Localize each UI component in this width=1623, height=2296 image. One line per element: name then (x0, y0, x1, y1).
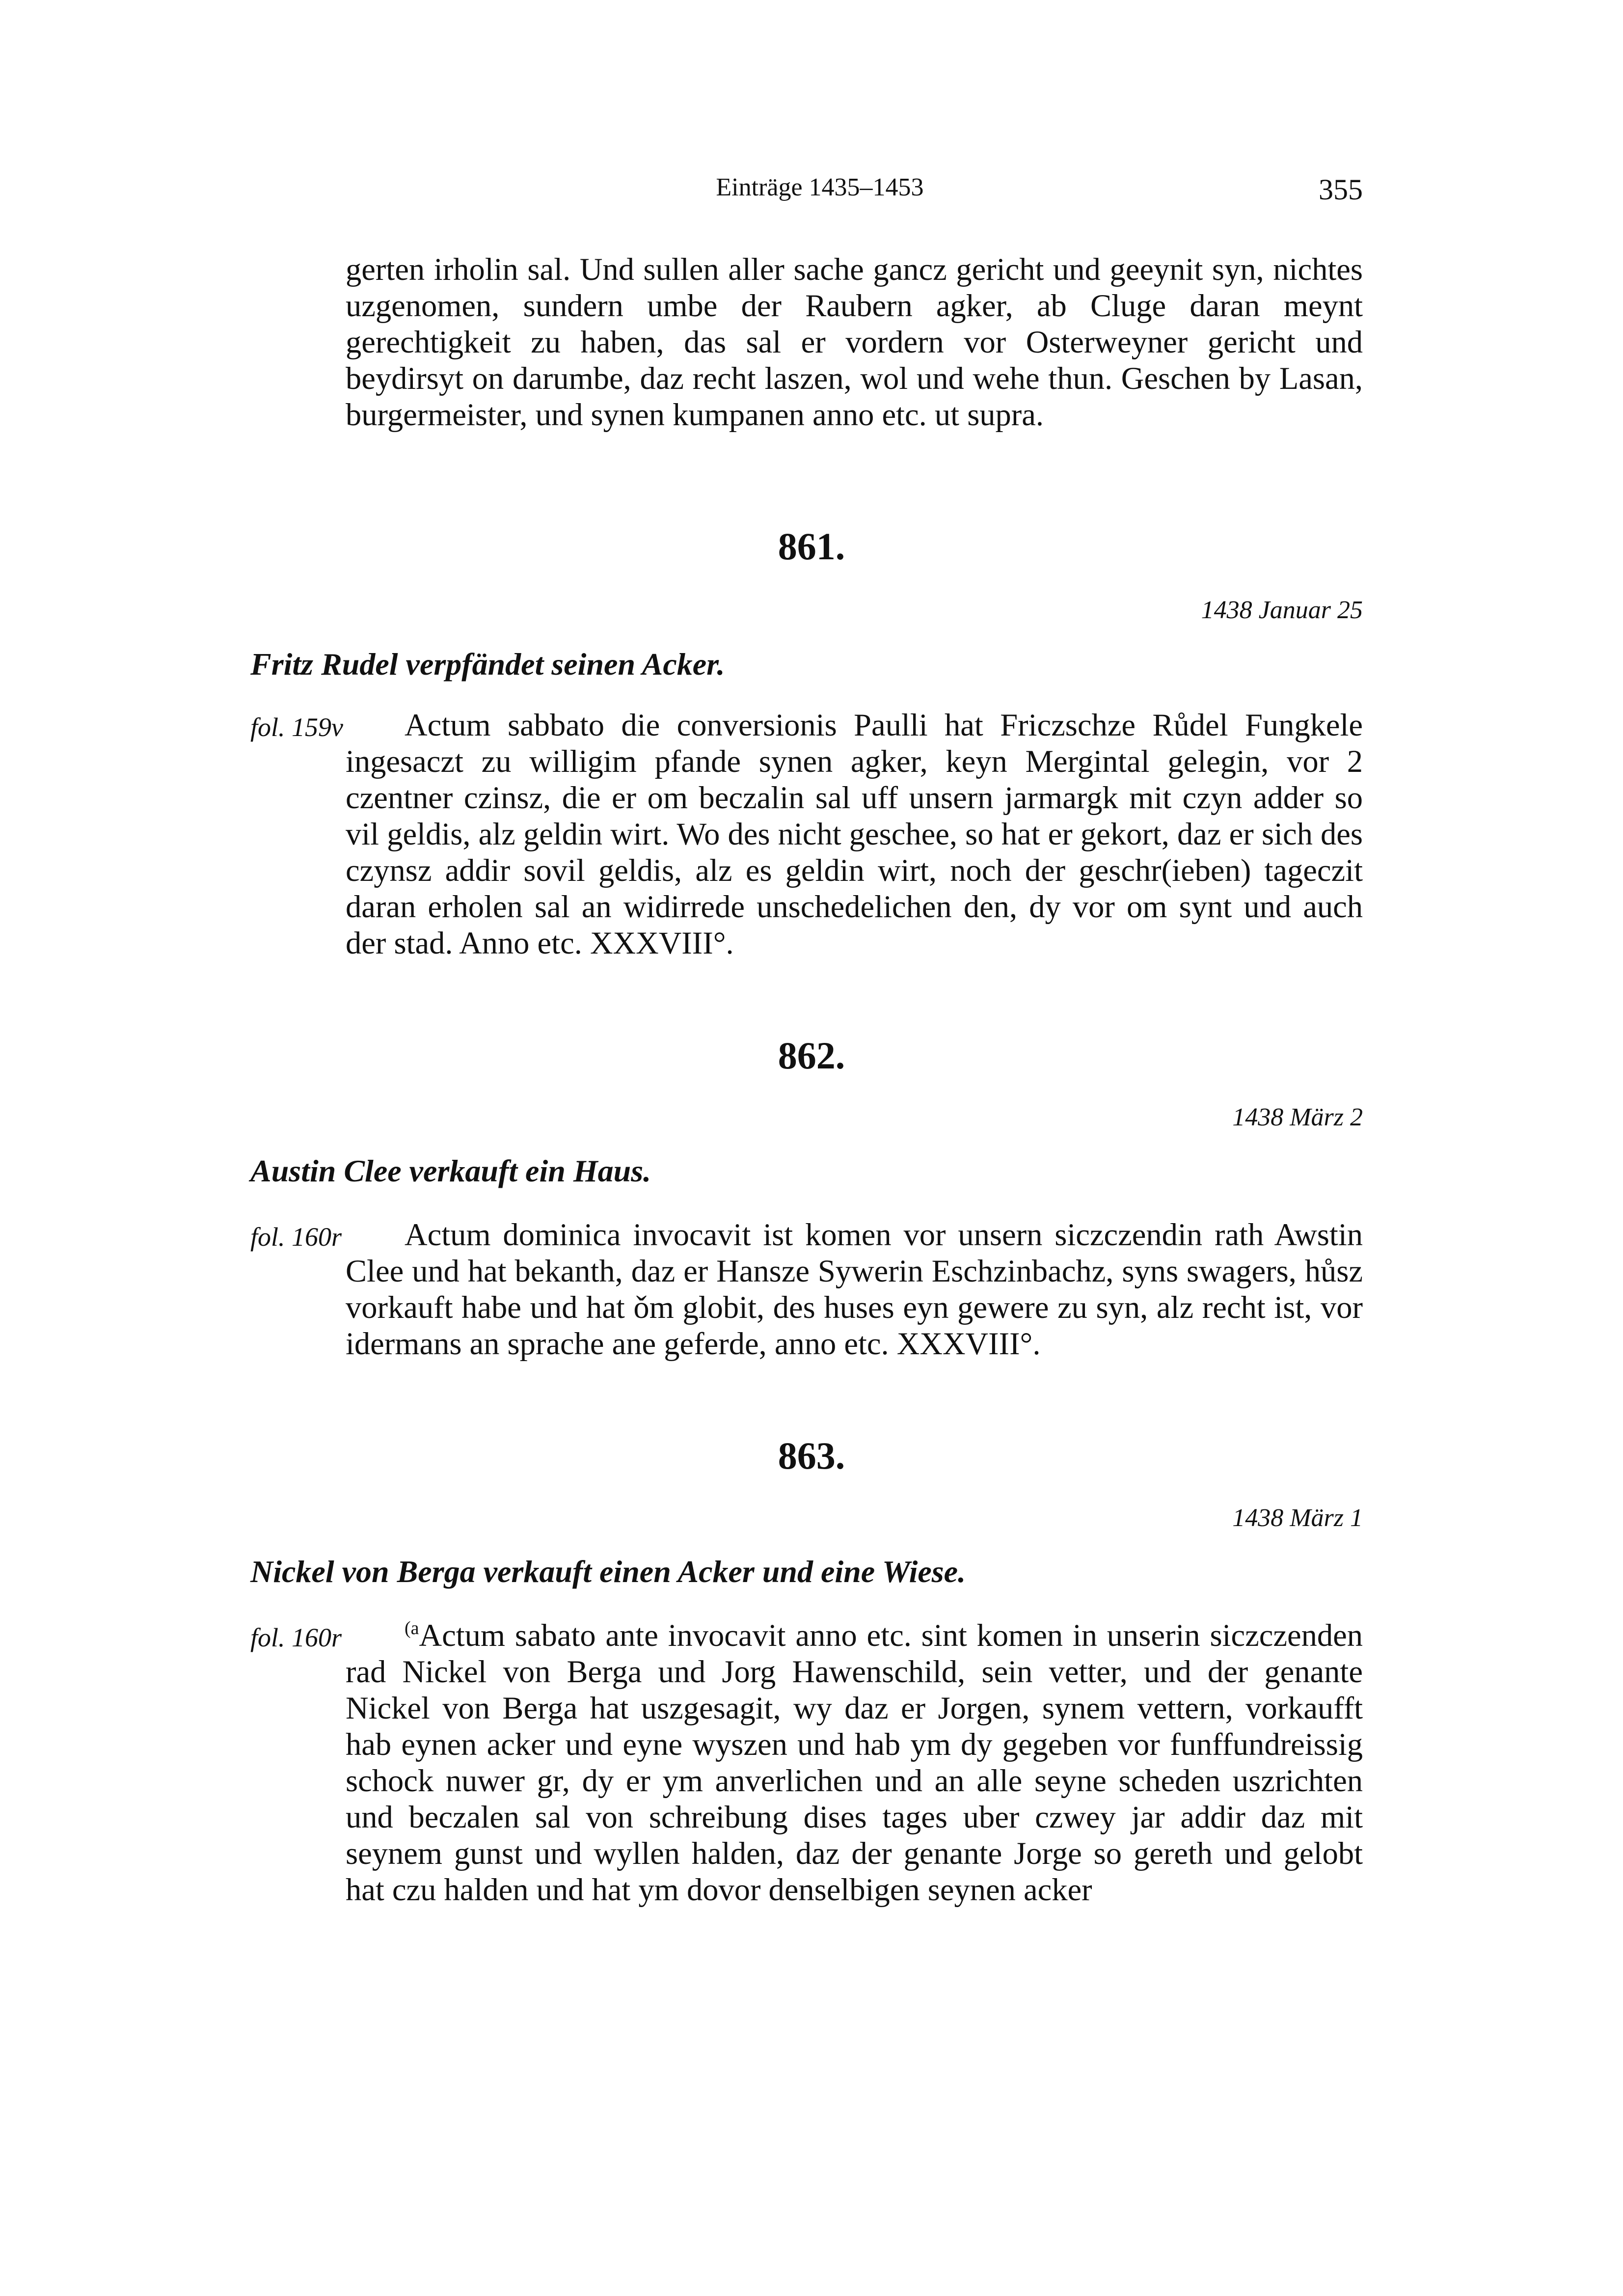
folio-861: fol. 159v (250, 712, 343, 742)
entry-body-861 (346, 707, 1363, 961)
entry-number-863: 863. (778, 1434, 845, 1477)
running-head: Einträge 1435–1453 (716, 173, 924, 201)
continuation-block (346, 251, 1363, 433)
entry-body-863 (346, 1617, 1363, 1908)
entry-title-861: Fritz Rudel verpfändet seinen Acker. (250, 647, 725, 682)
entry-date-861: 1438 Januar 25 (1201, 596, 1363, 624)
entry-date-862: 1438 März 2 (1232, 1103, 1363, 1131)
entry-title-863: Nickel von Berga verkauft einen Acker und eine Wiese. (250, 1554, 966, 1589)
continuation-text: gerten irholin sal. Und sullen aller sache gancz gericht und geeynit syn, nichtes uzgenomen, sundern umbe der Raubern agker, ab Cluge daran meynt gerechtigkeit zu haben, das sal er vordern vor Osterweyner gericht und beydirsyt on darumbe, daz recht laszen, wol und wehe thun. Geschen by Lasan, burgermeister, und synen kumpanen anno etc. ut supra. (346, 252, 1363, 432)
entry-text-861: Actum sabbato die conversionis Paulli hat Friczschze Růdel Fungkele ingesaczt zu willigim pfande synen agker, keyn Mergintal gelegin, vor 2 czentner czinsz, die er om beczalin sal uff unsern jarmargk mit czyn adder so vil geldis, alz geldin wirt. Wo des nicht geschee, so hat er gekort, daz er sich des czynsz addir sovil geldis, alz es geldin wirt, noch der geschr(ieben) tageczit daran erholen sal an widirrede unschedelichen den, dy vor om synt und auch der stad. Anno etc. XXXVIII°. (346, 708, 1363, 960)
entry-text-862: Actum dominica invocavit ist komen vor unsern siczczendin rath Awstin Clee und hat bekanth, daz er Hansze Sywerin Eschzinbachz, syns swagers, hůsz vorkauft habe und hat ǒm globit, des huses eyn gewere zu syn, alz recht ist, vor idermans an sprache ane geferde, anno etc. XXXVIII°. (346, 1217, 1363, 1361)
entry-number-862: 862. (778, 1034, 845, 1077)
entry-number-861: 861. (778, 525, 845, 568)
folio-862: fol. 160r (250, 1222, 342, 1252)
entry-text-863 (346, 1617, 1363, 1908)
entry-body-862 (346, 1217, 1363, 1362)
entry-text-863-body: Actum sabato ante invocavit anno etc. sint komen in unserin siczczenden rad Nickel von Berga und Jorg Hawenschild, sein vetter, und der genante Nickel von Berga hat uszgesagit, wy daz er Jorgen, synem vettern, vorkaufft hab eynen acker und eyne wyszen und hab ym dy gegeben vor funffundreissig schock nuwer gr, dy er ym anverlichen und an alle seyne scheden uszrichten und beczalen sal von schreibung dises tages uber czwey jar addir daz mit seynem gunst und wyllen halden, daz der genante Jorge so gereth und gelobt hat czu halden und hat ym dovor denselbigen seynen acker (346, 1618, 1363, 1907)
page-number: 355 (1319, 173, 1363, 206)
footnote-mark: (a (405, 1618, 419, 1639)
entry-title-862: Austin Clee verkauft ein Haus. (250, 1153, 651, 1188)
folio-863: fol. 160r (250, 1623, 342, 1652)
entry-date-863: 1438 März 1 (1232, 1504, 1363, 1532)
